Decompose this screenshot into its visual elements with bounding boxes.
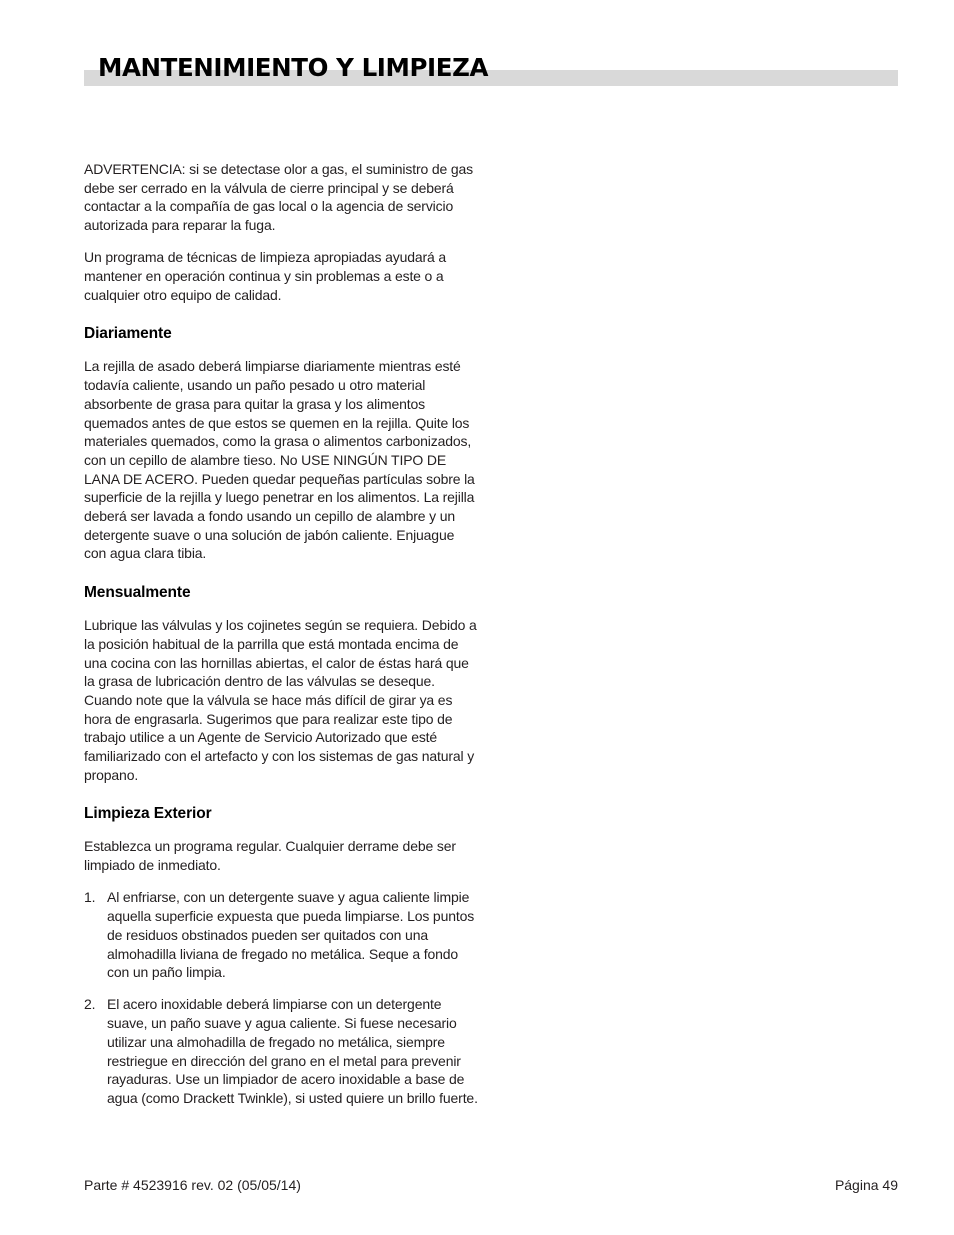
list-item-text: El acero inoxidable deberá limpiarse con un detergente suave, un paño suave y agua caliente. Si fuese necesario utilizar una almohadilla de fregado no metálica, siempre restriegue en dirección del grano en el metal para prevenir rayaduras. Use un limpiador de acero inoxidable a base de agua (como Drackett Twinkle), si usted quiere un brillo fuerte. <box>107 996 478 1106</box>
warning-paragraph: ADVERTENCIA: si se detectase olor a gas, el suministro de gas debe ser cerrado en la válvula de cierre principal y se deberá contactar a la compañía de gas local o la agencia de servicio autorizada para reparar la fuga. <box>84 161 473 234</box>
list-item <box>84 995 480 1107</box>
exterior-intro-paragraph: Establezca un programa regular. Cualquier derrame debe ser limpiado de inmediato. <box>84 838 456 874</box>
section-heading-exterior: Limpieza Exterior <box>84 805 212 823</box>
daily-paragraph: La rejilla de asado deberá limpiarse diariamente mientras esté todavía caliente, usando un paño pesado u otro material absorbente de grasa para quitar la grasa y los alimentos quemados antes de que estos se quemen en la rejilla. Quite los materiales quemados, como la grasa o alimentos carbonizados, con un cepillo de alambre tieso. No USE NINGÚN TIPO DE LANA DE ACERO. Pueden quedar pequeñas partículas sobre la superficie de la rejilla y luego penetrar en los alimentos. La rejilla deberá ser lavada a fondo usando un cepillo de alambre y un detergente suave o una solución de jabón caliente. Enjuague con agua clara tibia. <box>84 358 475 562</box>
page-title: MANTENIMIENTO Y LIMPIEZA <box>98 53 489 82</box>
content-column <box>84 160 480 1121</box>
section-heading-daily: Diariamente <box>84 325 172 343</box>
list-item-number: 1. <box>84 889 96 906</box>
exterior-steps-list <box>84 888 480 1107</box>
program-paragraph: Un programa de técnicas de limpieza apropiadas ayudará a mantener en operación continua y sin problemas a este o a cualquier otro equipo de calidad. <box>84 249 447 303</box>
footer-page-number: Página 49 <box>834 1177 898 1193</box>
monthly-paragraph: Lubrique las válvulas y los cojinetes según se requiera. Debido a la posición habitual de la parrilla que está montada encima de una cocina con las hornillas abiertas, el calor de éstas hará que la grasa de lubricación dentro de las válvulas se deseque. Cuando note que la válvula se hace más difícil de girar ya es hora de engrasarla. Sugerimos que para realizar este tipo de trabajo utilice a un Agente de Servicio Autorizado que esté familiarizado con el artefacto y con los sistemas de gas natural y propano. <box>84 617 477 783</box>
list-item <box>84 888 480 982</box>
list-item-number: 2. <box>84 996 96 1013</box>
section-heading-monthly: Mensualmente <box>84 584 191 602</box>
list-item-text: Al enfriarse, con un detergente suave y agua caliente limpie aquella superficie expuesta que pueda limpiarse. Los puntos de residuos obstinados pueden ser quitados con una almohadilla liviana de fregado no metálica. Seque a fondo con un paño limpia. <box>107 889 475 981</box>
footer-part-number: Parte # 4523916 rev. 02 (05/05/14) <box>84 1177 301 1193</box>
